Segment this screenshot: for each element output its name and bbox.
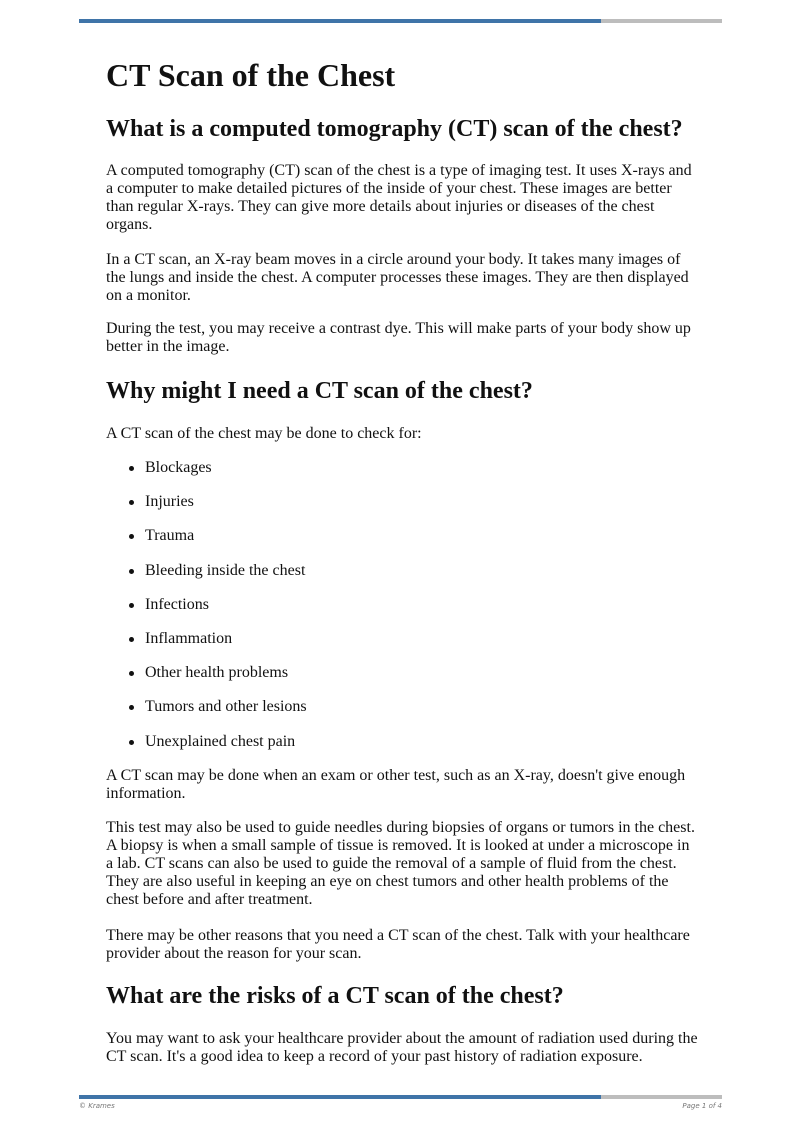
section-heading: Why might I need a CT scan of the chest? <box>106 378 533 404</box>
list-item-text: Other health problems <box>145 664 289 682</box>
list-item <box>106 596 698 630</box>
bullet-icon <box>129 534 134 539</box>
section-heading: What is a computed tomography (CT) scan of the chest? <box>106 116 683 142</box>
bullet-icon <box>129 466 134 471</box>
list-item <box>106 698 698 732</box>
paragraph: There may be other reasons that you need a CT scan of the chest. Talk with your healthcare provider about the reason for your scan. <box>106 927 690 962</box>
paragraph: In a CT scan, an X-ray beam moves in a circle around your body. It takes many images of the lungs and inside the chest. A computer processes these images. They are then displayed on a monitor. <box>106 251 689 304</box>
list-item <box>106 664 698 698</box>
paragraph: You may want to ask your healthcare provider about the amount of radiation used during the CT scan. It's a good idea to keep a record of your past history of radiation exposure. <box>106 1030 698 1065</box>
footer-rule <box>79 1095 722 1099</box>
reasons-list <box>106 459 698 767</box>
list-item-text: Unexplained chest pain <box>145 732 296 750</box>
list-item <box>106 527 698 561</box>
footer-rule-fill <box>79 1095 601 1099</box>
paragraph: During the test, you may receive a contrast dye. This will make parts of your body show up better in the image. <box>106 320 691 355</box>
list-item <box>106 459 698 493</box>
list-item-text: Blockages <box>145 459 212 476</box>
bullet-icon <box>129 569 134 574</box>
bullet-icon <box>129 603 134 608</box>
list-item-text: Inflammation <box>145 629 233 647</box>
list-item-text: Injuries <box>145 493 194 511</box>
list-item <box>106 733 698 767</box>
list-item-text: Tumors and other lesions <box>145 698 307 716</box>
paragraph: A CT scan of the chest may be done to check for: <box>106 425 422 442</box>
footer-copyright: © Krames <box>79 1102 115 1110</box>
header-rule-fill <box>79 19 601 23</box>
footer-page-number: Page 1 of 4 <box>682 1102 722 1110</box>
list-item <box>106 630 698 664</box>
paragraph: A CT scan may be done when an exam or other test, such as an X-ray, doesn't give enough information. <box>106 767 686 802</box>
bullet-icon <box>129 740 134 745</box>
bullet-icon <box>129 637 134 642</box>
list-item-text: Trauma <box>145 527 195 545</box>
page-title: CT Scan of the Chest <box>106 57 396 93</box>
bullet-icon <box>129 500 134 505</box>
bullet-icon <box>129 671 134 676</box>
header-rule <box>79 19 722 23</box>
paragraph: This test may also be used to guide needles during biopsies of organs or tumors in the chest. A biopsy is when a small sample of tissue is removed. It is looked at under a microscope in a lab. CT scans can also be used to guide the removal of a sample of fluid from the chest. They are also useful in keeping an eye on chest tumors and other health problems of the chest before and after treatment. <box>106 819 695 908</box>
section-heading: What are the risks of a CT scan of the chest? <box>106 983 564 1009</box>
list-item-text: Bleeding inside the chest <box>145 561 306 579</box>
list-item <box>106 562 698 596</box>
list-item-text: Infections <box>145 595 209 613</box>
bullet-icon <box>129 705 134 710</box>
paragraph: A computed tomography (CT) scan of the chest is a type of imaging test. It uses X-rays and a computer to make detailed pictures of the inside of your chest. These images are better than regular X-rays. They can give more details about injuries or diseases of the chest organs. <box>106 162 692 233</box>
list-item <box>106 493 698 527</box>
